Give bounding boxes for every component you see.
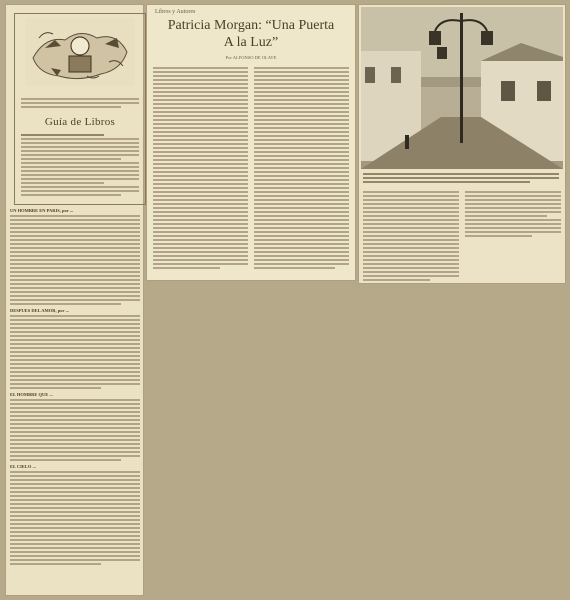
street-photo <box>361 7 563 169</box>
review-heading: DESPUES DEL AMOR, por ... <box>10 308 69 313</box>
guide-title: Guía de Libros <box>44 116 116 128</box>
photo-caption <box>363 173 559 185</box>
article-byline: Por ALFONSO DE OLAVE <box>225 55 277 60</box>
book-guide-box <box>14 13 146 205</box>
book-reading-illustration-icon <box>25 18 135 86</box>
book-review-list <box>10 205 140 567</box>
review-heading: EL HOMBRE QUE ... <box>10 392 53 397</box>
article-column-1 <box>153 67 248 271</box>
article-headline <box>147 17 355 51</box>
headline-line-1: Patricia Morgan: “Una Puerta <box>167 18 335 33</box>
book-guide-column <box>6 5 143 595</box>
guide-body-text <box>21 134 139 198</box>
article-clipping <box>147 5 355 280</box>
photo-clipping <box>359 5 565 283</box>
headline-line-2: A la Luz” <box>223 35 279 50</box>
review-heading: UN HOMBRE EN PARIS, por ... <box>10 208 74 213</box>
article-kicker: Libros y Autores <box>155 9 196 15</box>
guide-intro-text <box>21 98 139 110</box>
article-column-2 <box>254 67 349 271</box>
review-heading: EL CIELO ... <box>10 464 36 469</box>
clipping-column-1 <box>363 191 459 283</box>
street-lamp-photo-icon <box>361 7 563 169</box>
clipping-column-2 <box>465 191 561 239</box>
